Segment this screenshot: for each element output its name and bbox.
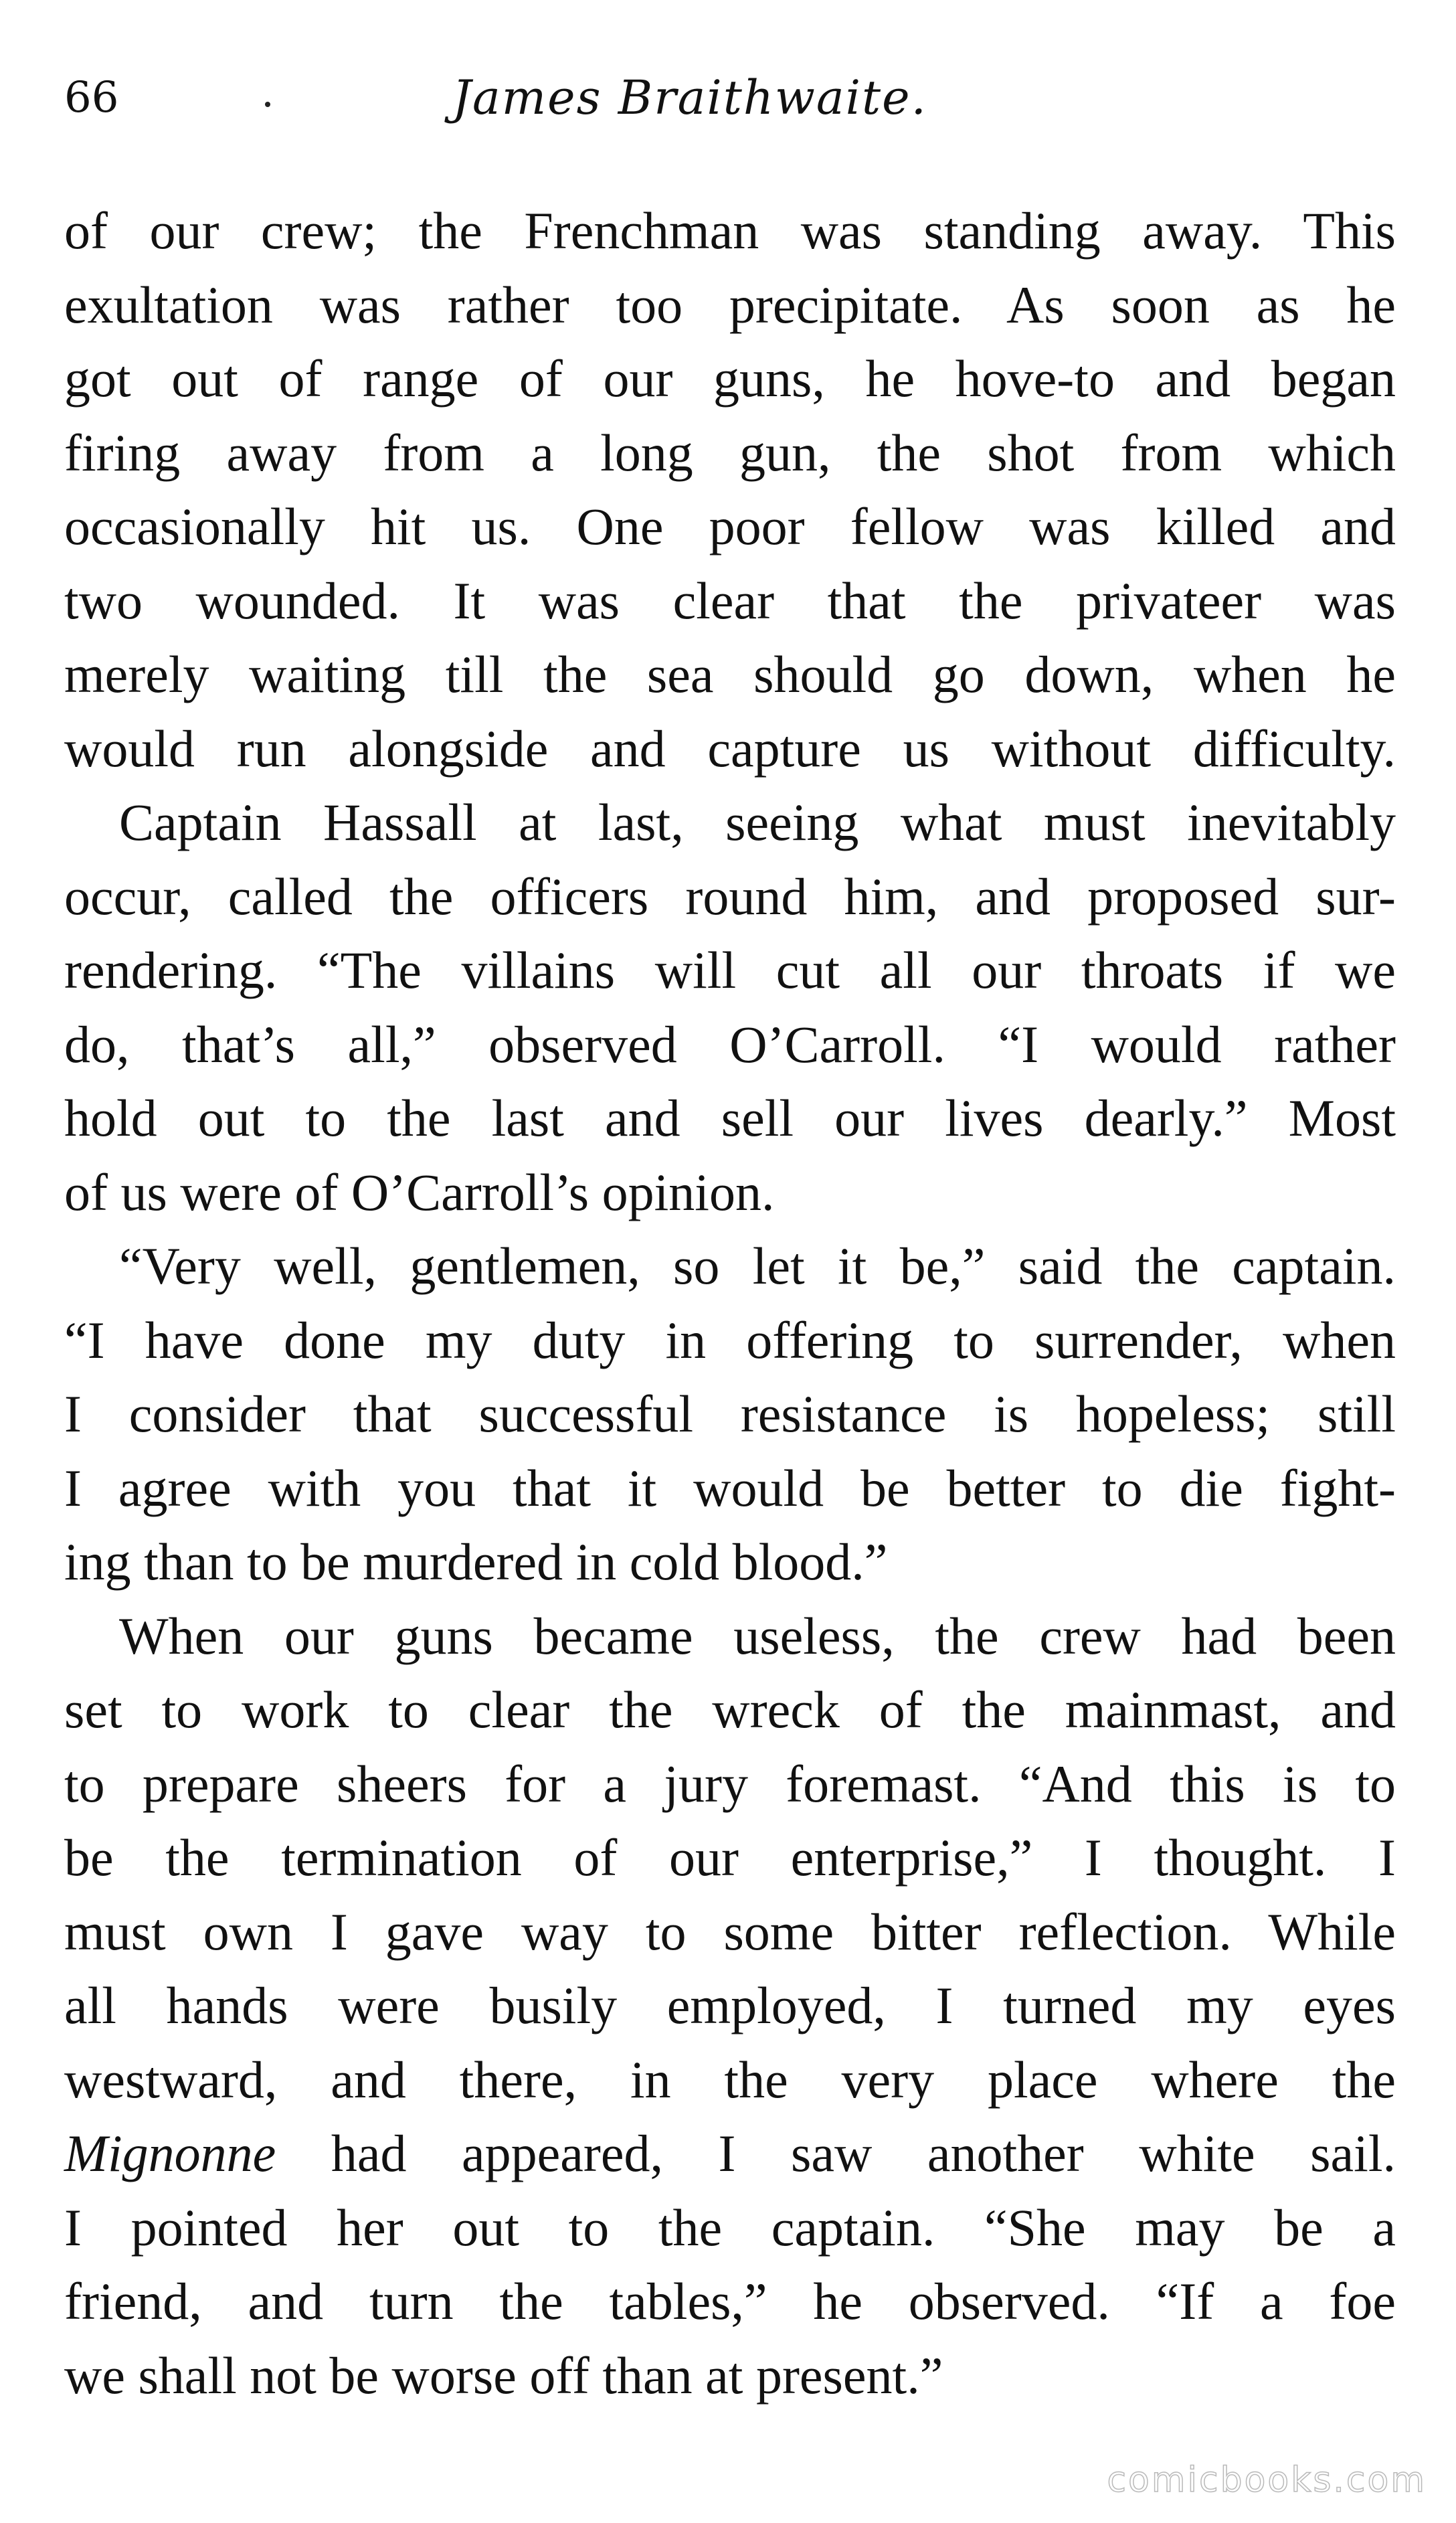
text-line: all hands were busily employed, I turned my eyes bbox=[64, 1976, 1396, 2034]
text-line: ing than to be murdered in cold blood.” bbox=[64, 1533, 888, 1591]
paragraph-2 bbox=[64, 786, 1396, 1229]
text-line-with-ship-name bbox=[64, 2117, 1396, 2191]
text-line: I pointed her out to the captain. “She may be a bbox=[64, 2198, 1396, 2257]
text-line: occur, called the officers round him, and proposed sur- bbox=[64, 867, 1396, 926]
text-line: Captain Hassall at last, seeing what must inevitably bbox=[119, 793, 1396, 851]
text-line: I agree with you that it would be better to die fight- bbox=[64, 1458, 1396, 1517]
paragraph-4 bbox=[64, 1599, 1396, 2413]
ship-name-italic: Mignonne bbox=[64, 2124, 276, 2182]
text-line: When our guns became useless, the crew had been bbox=[119, 1606, 1396, 1665]
text-line: got out of range of our guns, he hove-to and began bbox=[64, 349, 1396, 408]
text-line: to prepare sheers for a jury foremast. “And this is to bbox=[64, 1754, 1396, 1813]
text-line: exultation was rather too precipitate. As soon as he bbox=[64, 275, 1396, 334]
text-line: “I have done my duty in offering to surrender, when bbox=[64, 1310, 1396, 1369]
text-line: of our crew; the Frenchman was standing away. This bbox=[64, 201, 1396, 260]
text-line: must own I gave way to some bitter reflection. While bbox=[64, 1902, 1396, 1961]
text-line: “Very well, gentlemen, so let it be,” said the captain. bbox=[119, 1237, 1396, 1295]
paragraph-1 bbox=[64, 194, 1396, 786]
text-line: merely waiting till the sea should go down, when he bbox=[64, 645, 1396, 703]
text-line: hold out to the last and sell our lives dearly.” Most bbox=[64, 1089, 1396, 1147]
text-line: would run alongside and capture us without difficulty. bbox=[64, 719, 1396, 778]
page-header bbox=[64, 64, 1389, 138]
page-number: 66 bbox=[64, 73, 119, 122]
running-title: James Braithwaite. bbox=[452, 70, 927, 125]
text-line: occasionally hit us. One poor fellow was killed and bbox=[64, 497, 1396, 555]
watermark: comicbooks.com bbox=[1107, 2460, 1427, 2500]
text-line: rendering. “The villains will cut all our throats if we bbox=[64, 941, 1396, 999]
text-line: I consider that successful resistance is hopeless; still bbox=[64, 1385, 1396, 1443]
body-text bbox=[64, 194, 1396, 2413]
text-line: firing away from a long gun, the shot from which bbox=[64, 423, 1396, 482]
text-line-rest: had appeared, I saw another white sail. bbox=[331, 2124, 1396, 2182]
text-line: set to work to clear the wreck of the mainmast, and bbox=[64, 1680, 1396, 1739]
text-line: be the termination of our enterprise,” I thought. I bbox=[64, 1828, 1396, 1887]
text-line: we shall not be worse off than at present.” bbox=[64, 2346, 943, 2405]
text-line: westward, and there, in the very place where the bbox=[64, 2050, 1396, 2109]
paragraph-3 bbox=[64, 1229, 1396, 1599]
text-line: two wounded. It was clear that the privateer was bbox=[64, 571, 1396, 630]
header-dot-ornament bbox=[265, 102, 270, 107]
text-line: friend, and turn the tables,” he observed. “If a foe bbox=[64, 2272, 1396, 2330]
text-line: do, that’s all,” observed O’Carroll. “I would rather bbox=[64, 1015, 1396, 1073]
text-line: of us were of O’Carroll’s opinion. bbox=[64, 1162, 775, 1221]
